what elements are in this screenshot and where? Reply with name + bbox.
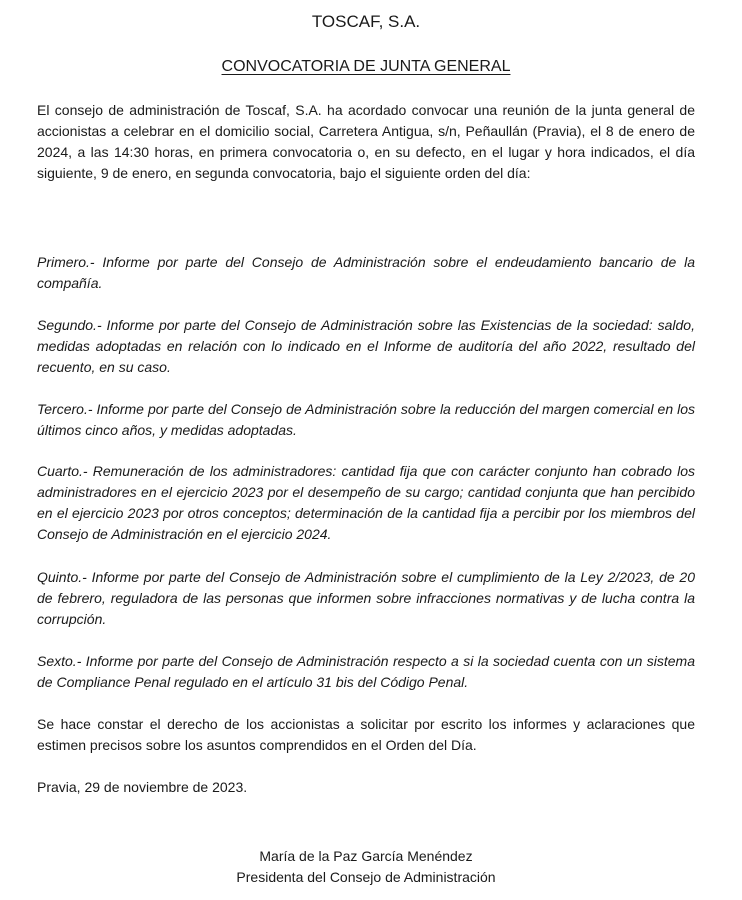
document-heading: CONVOCATORIA DE JUNTA GENERAL [221,58,511,75]
signature-block [37,846,695,888]
agenda-item-quinto: Quinto.- Informe por parte del Consejo de Administración sobre el cumplimiento de la Ley 2/2023, de 20 de febrero, reguladora de las personas que informen sobre infracciones normativas y de lucha contra la corrupción. [37,569,695,627]
agenda-item-cuarto: Cuarto.- Remuneración de los administradores: cantidad fija que con carácter conjunto han cobrado los administradores en el ejercicio 2023 por el desempeño de su cargo; cantidad conjunta que han percibido en el ejercicio 2023 por otros conceptos; determinación de la cantidad fija a percibir por los miembros del Consejo de Administración en el ejercicio 2024. [37,463,695,542]
document-page [37,0,695,900]
closing-paragraph: Se hace constar el derecho de los accionistas a solicitar por escrito los informes y aclaraciones que estimen precisos sobre los asuntos comprendidos en el Orden del Día. [37,716,695,753]
agenda-item-primero: Primero.- Informe por parte del Consejo de Administración sobre el endeudamiento bancario de la compañía. [37,254,695,291]
signatory-name: María de la Paz García Menéndez [259,848,473,864]
agenda-item-tercero: Tercero.- Informe por parte del Consejo de Administración sobre la reducción del margen comercial en los últimos cinco años, y medidas adoptadas. [37,401,695,438]
signatory-title: Presidenta del Consejo de Administración [236,869,496,885]
place-date: Pravia, 29 de noviembre de 2023. [37,779,248,795]
agenda-item-sexto: Sexto.- Informe por parte del Consejo de Administración respecto a si la sociedad cuenta con un sistema de Compliance Penal regulado en el artículo 31 bis del Código Penal. [37,653,695,690]
company-name: TOSCAF, S.A. [311,12,421,31]
agenda-item-segundo: Segundo.- Informe por parte del Consejo de Administración sobre las Existencias de la sociedad: saldo, medidas adoptadas en relación con lo indicado en el Informe de auditoría del año 2022, resultado del recuento, en su caso. [37,317,695,375]
intro-paragraph: El consejo de administración de Toscaf, S.A. ha acordado convocar una reunión de la junta general de accionistas a celebrar en el domicilio social, Carretera Antigua, s/n, Peñaullán (Pravia), el 8 de enero de 2024, a las 14:30 horas, en primera convocatoria o, en su defecto, en el lugar y hora indicados, el día siguiente, 9 de enero, en segunda convocatoria, bajo el siguiente orden del día: [37,102,695,181]
